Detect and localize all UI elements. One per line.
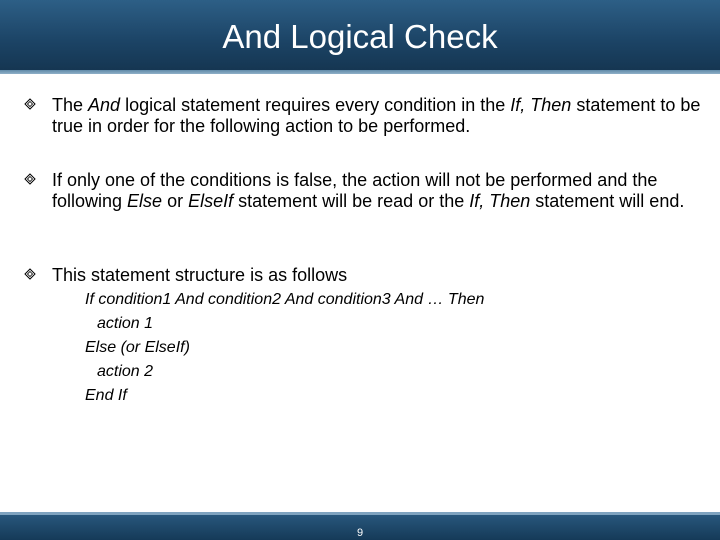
bullet-and-requirement bbox=[24, 95, 704, 137]
code-line: action 2 bbox=[97, 363, 154, 380]
diamond-bullet-icon bbox=[24, 173, 36, 185]
diamond-bullet-icon bbox=[24, 98, 36, 110]
code-line: action 1 bbox=[97, 315, 154, 332]
bullet-structure bbox=[24, 265, 704, 286]
code-line: End If bbox=[85, 387, 127, 404]
bullet-false-condition bbox=[24, 170, 704, 212]
code-example bbox=[85, 288, 484, 408]
bullet-text: This statement structure is as follows bbox=[52, 265, 348, 285]
bullet-text: If only one of the conditions is false, the action will not be performed and the following Else or ElseIf statement will be read or the If, Then statement will end. bbox=[52, 170, 685, 211]
bullet-text: The And logical statement requires every condition in the If, Then statement to be true in order for the following action to be performed. bbox=[52, 95, 701, 136]
diamond-bullet-icon bbox=[24, 268, 36, 280]
code-line: If condition1 And condition2 And condition3 And … Then bbox=[85, 291, 485, 308]
slide-title: And Logical Check bbox=[222, 18, 498, 55]
code-line: Else (or ElseIf) bbox=[85, 339, 190, 356]
page-number: 9 bbox=[356, 527, 364, 539]
